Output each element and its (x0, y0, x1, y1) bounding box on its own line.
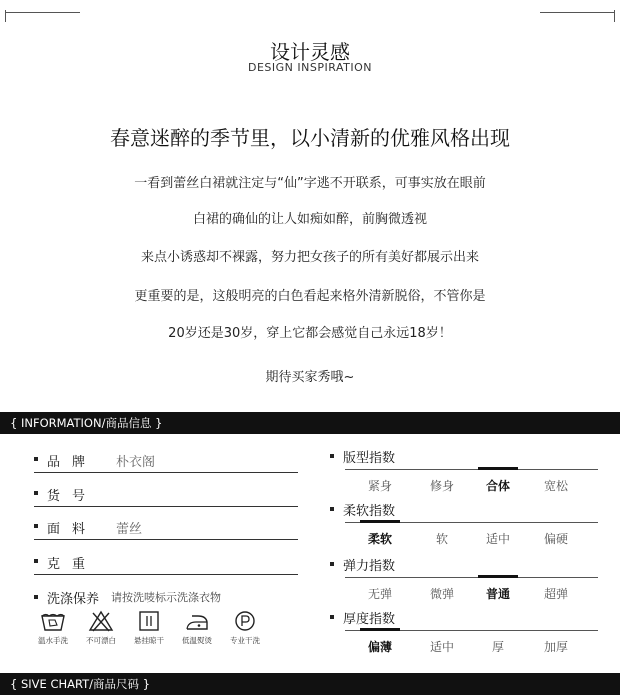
index-scale-line (345, 469, 598, 470)
care-icon-item (220, 610, 270, 646)
size-chart-bar-label: { SIVE CHART/商品尺码 } (10, 677, 151, 691)
index-selected-marker (478, 575, 518, 578)
index-option: 普通 (485, 587, 510, 601)
care-icon-item (76, 610, 126, 646)
care-icon-label: 温水手洗 (38, 636, 68, 645)
intro-line: 期待买家秀哦~ (265, 370, 355, 385)
hand-wash-icon (40, 610, 66, 632)
bullet-icon (34, 559, 38, 563)
index-selected-marker (478, 467, 518, 470)
section-title: 设计灵感 (270, 40, 350, 64)
thickness-index (330, 608, 600, 660)
index-option: 超弹 (543, 587, 568, 601)
care-value: 请按洗唛标示洗涤衣物 (111, 591, 221, 604)
divider (34, 506, 298, 507)
bullet-icon (34, 524, 38, 528)
index-title: 厚度指数 (343, 612, 396, 627)
section-subtitle: DESIGN INSPIRATION (248, 61, 372, 74)
information-bar-label: { INFORMATION/商品信息 } (10, 416, 163, 430)
info-label: 克重 (47, 557, 98, 572)
care-icon-item (172, 610, 222, 646)
info-label: 面料 (47, 522, 98, 537)
index-option: 加厚 (543, 640, 568, 654)
bullet-icon (330, 562, 334, 566)
info-row-sku (34, 479, 298, 507)
index-selected-marker (360, 628, 400, 631)
index-title: 弹力指数 (343, 559, 396, 574)
no-bleach-icon (88, 610, 114, 632)
care-icon-item (124, 610, 174, 646)
index-option: 合体 (485, 479, 510, 493)
intro-line: 更重要的是，这般明亮的白色看起来格外清新脱俗，不管你是 (134, 289, 486, 304)
index-option: 适中 (485, 532, 510, 546)
bullet-icon (330, 507, 334, 511)
intro-line: 一看到蕾丝白裙就注定与“仙”字逃不开联系，可事实放在眼前 (134, 176, 486, 191)
bullet-icon (34, 491, 38, 495)
care-icon-label: 专业干洗 (230, 636, 260, 645)
intro-line: 来点小诱惑却不裸露，努力把女孩子的所有美好都展示出来 (140, 250, 479, 265)
info-row-fabric (34, 512, 298, 540)
index-option: 柔软 (367, 532, 392, 546)
bullet-icon (330, 615, 334, 619)
index-option: 偏硬 (543, 532, 568, 546)
divider (34, 539, 298, 540)
index-option: 无弹 (367, 587, 392, 601)
bullet-icon (330, 454, 334, 458)
care-icon-label: 不可漂白 (86, 636, 116, 645)
index-option: 适中 (429, 640, 454, 654)
care-icons (28, 610, 278, 652)
intro-line: 白裙的确仙的让人如痴如醉，前胸微透视 (192, 212, 427, 227)
corner-decoration-right (540, 10, 615, 16)
info-value: 蕾丝 (116, 522, 143, 537)
index-option: 宽松 (543, 479, 568, 493)
intro-headline: 春意迷醉的季节里，以小清新的优雅风格出现 (110, 126, 510, 150)
index-option: 微弹 (429, 587, 454, 601)
info-value: 朴衣阁 (116, 455, 156, 470)
low-iron-icon (184, 610, 210, 632)
info-label: 货号 (47, 489, 98, 504)
information-bar (0, 412, 620, 434)
care-icon-label: 低温熨烫 (182, 636, 212, 645)
care-label: 洗涤保养 (47, 592, 100, 607)
dry-clean-icon (232, 610, 258, 632)
fit-index (330, 447, 600, 499)
index-selected-marker (360, 520, 400, 523)
index-option: 软 (435, 532, 448, 546)
index-title: 柔软指数 (343, 504, 396, 519)
info-row-brand (34, 445, 298, 473)
info-row-weight (34, 547, 298, 575)
index-option: 修身 (429, 479, 454, 493)
index-option: 厚 (491, 640, 504, 654)
hang-dry-icon (136, 610, 162, 632)
bullet-icon (34, 457, 38, 461)
index-option: 偏薄 (367, 640, 392, 654)
index-title: 版型指数 (343, 451, 396, 466)
divider (34, 472, 298, 473)
size-chart-bar (0, 673, 620, 695)
care-icon-item (28, 610, 78, 646)
info-label: 品牌 (47, 455, 98, 470)
intro-line: 20岁还是30岁，穿上它都会感觉自己永远18岁！ (168, 326, 452, 341)
divider (34, 574, 298, 575)
corner-decoration-left (5, 10, 80, 16)
care-icon-label: 悬挂晾干 (134, 636, 164, 645)
bullet-icon (34, 595, 38, 599)
index-option: 紧身 (367, 479, 392, 493)
elasticity-index (330, 555, 600, 607)
softness-index (330, 500, 600, 552)
index-scale-line (345, 577, 598, 578)
